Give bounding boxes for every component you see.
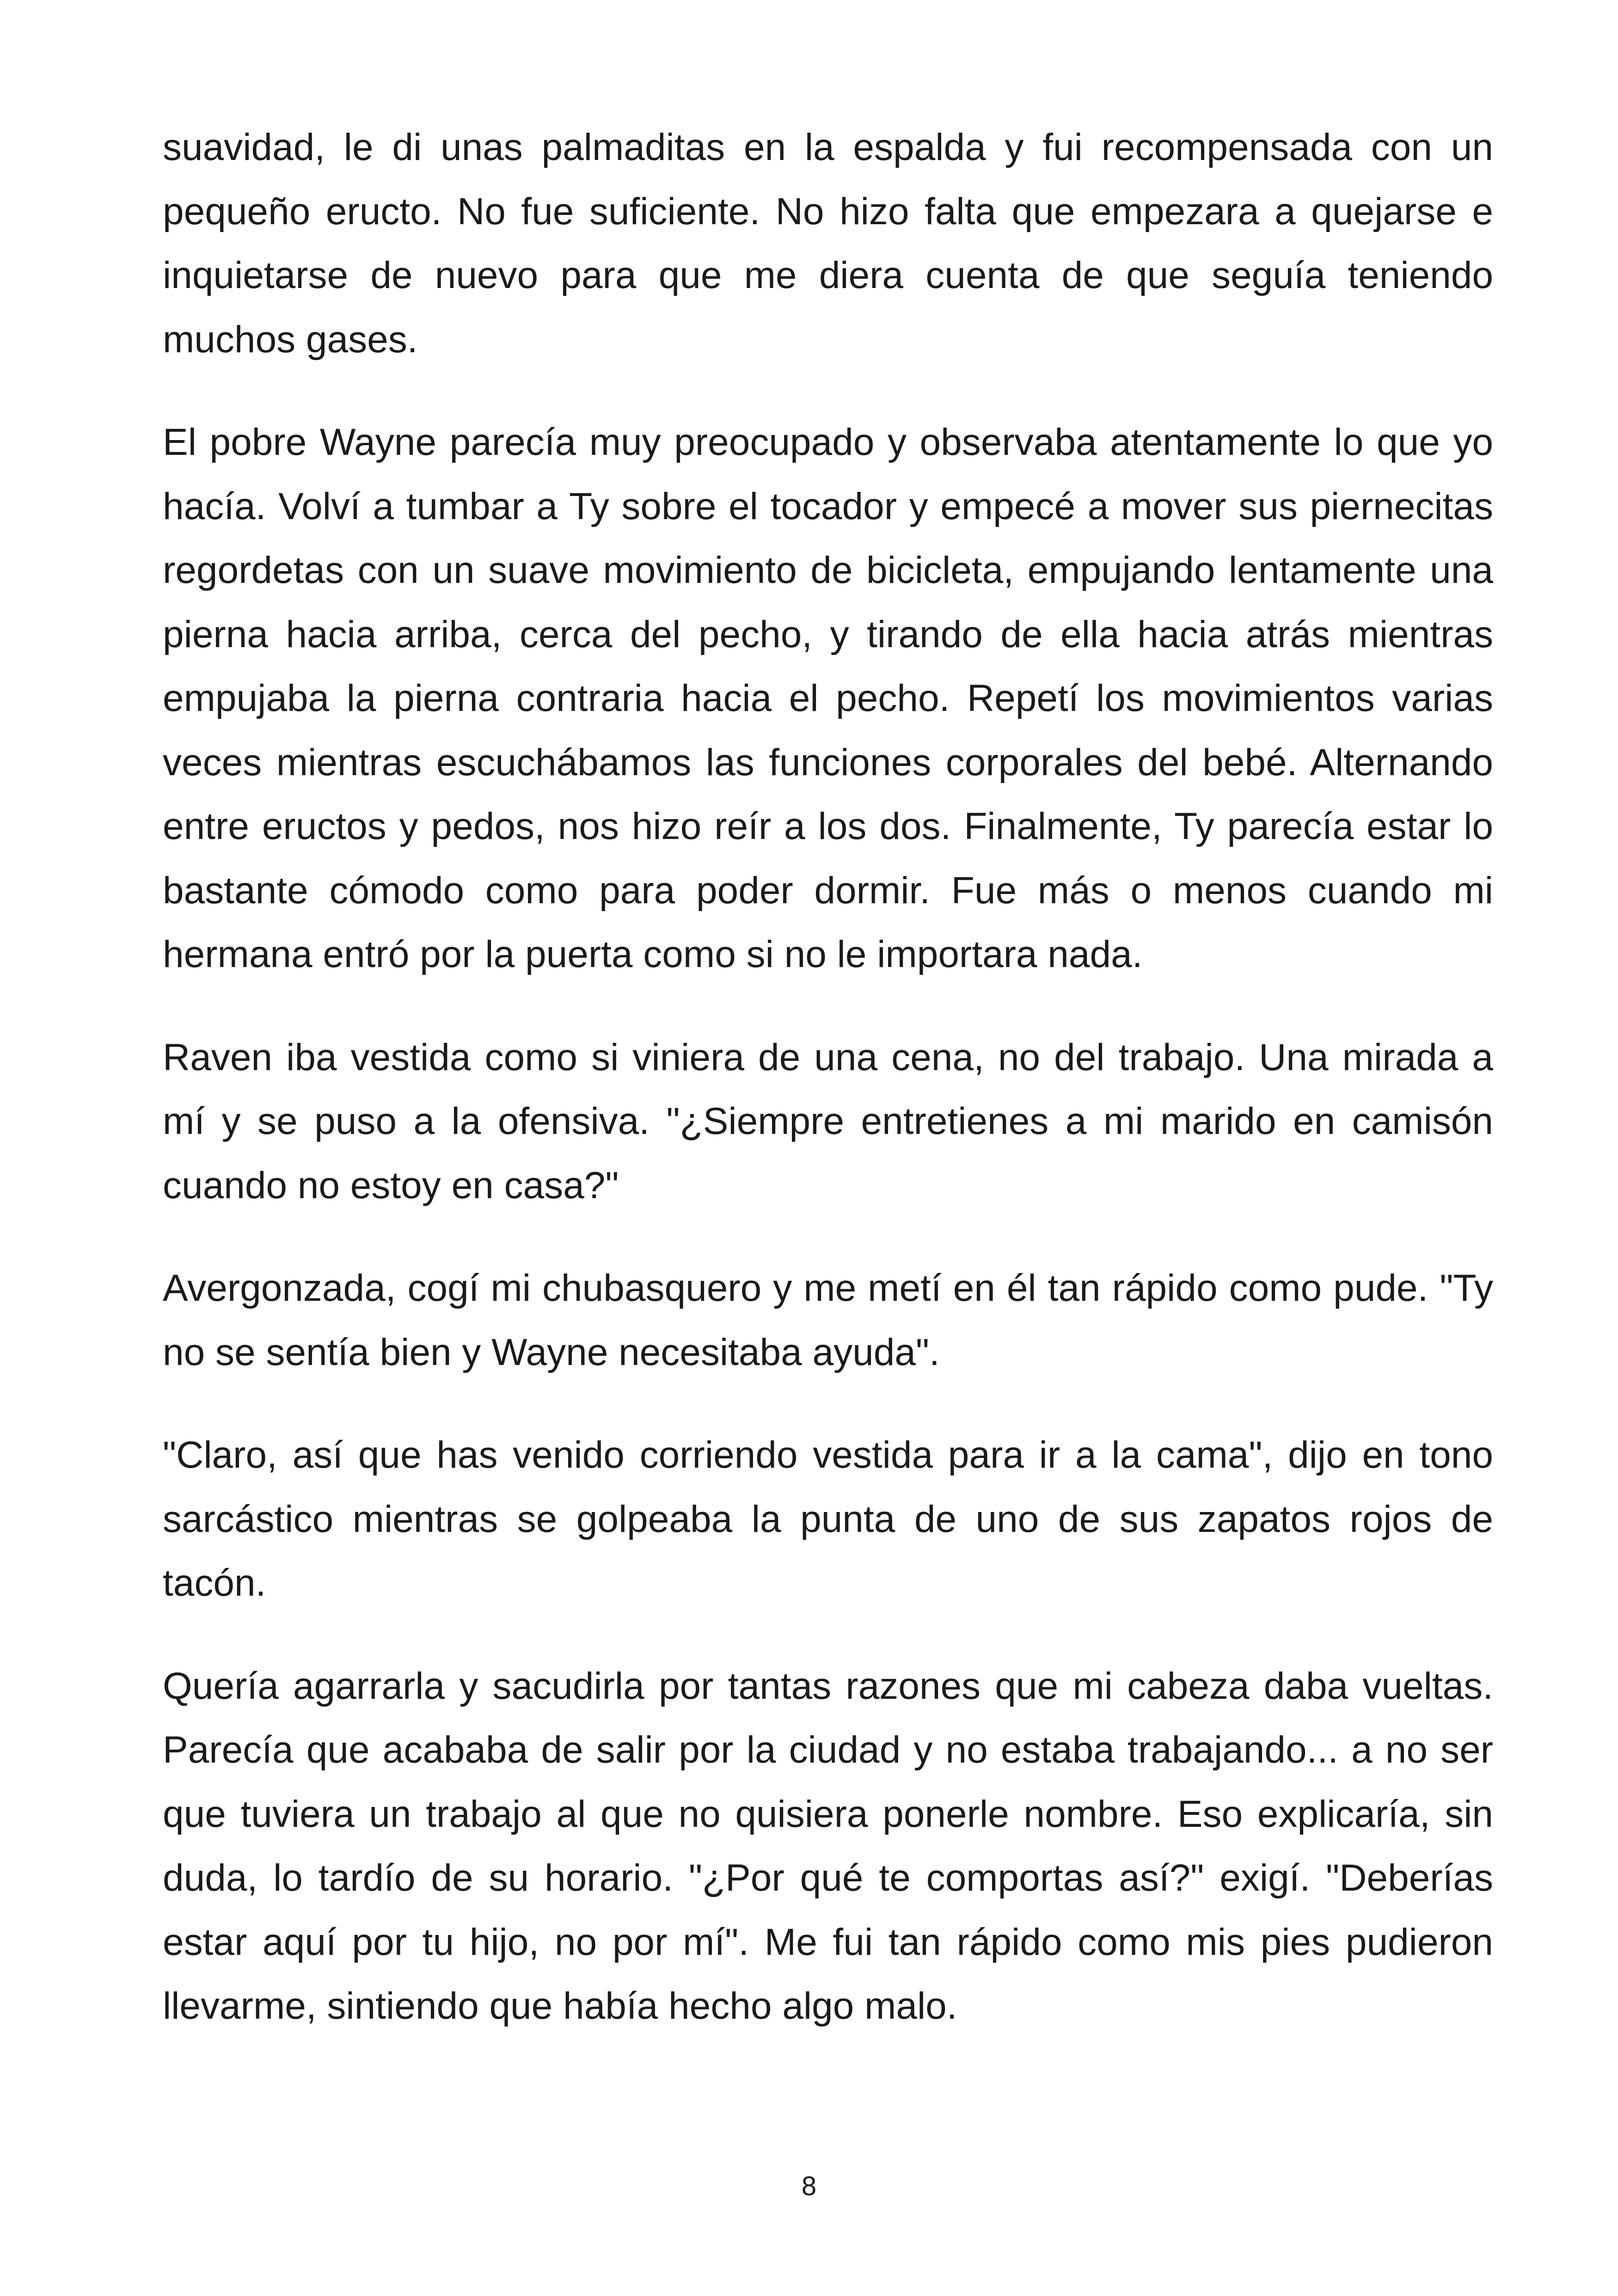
- paragraph: Quería agarrarla y sacudirla por tantas razones que mi cabeza daba vueltas. Parecía que acababa de salir por la ciudad y no estaba trabajando... a no ser que tuviera un trabajo al que no quisiera ponerle nombre. Eso explicaría, sin duda, lo tardío de su horario. "¿Por qué te comportas así?" exigí. "Deberías estar aquí por tu hijo, no por mí". Me fui tan rápido como mis pies pudieron llevarme, sintiendo que había hecho algo malo.: [163, 1665, 1493, 2027]
- paragraph: Avergonzada, cogí mi chubasquero y me metí en él tan rápido como pude. "Ty no se sentía bien y Wayne necesitaba ayuda".: [163, 1267, 1493, 1373]
- page-number: 8: [801, 2171, 817, 2201]
- paragraph: "Claro, así que has venido corriendo vestida para ir a la cama", dijo en tono sarcástico mientras se golpeaba la punta de uno de sus zapatos rojos de tacón.: [163, 1434, 1493, 1604]
- paragraph: Raven iba vestida como si viniera de una cena, no del trabajo. Una mirada a mí y se puso a la ofensiva. "¿Siempre entretienes a mi marido en camisón cuando no estoy en casa?": [163, 1036, 1493, 1206]
- paragraph: El pobre Wayne parecía muy preocupado y observaba atentamente lo que yo hacía. Volví a tumbar a Ty sobre el tocador y empecé a mover sus piernecitas regordetas con un suave movimiento de bicicleta, empujando lentamente una pierna hacia arriba, cerca del pecho, y tirando de ella hacia atrás mientras empujaba la pierna contraria hacia el pecho. Repetí los movimientos varias veces mientras escuchábamos las funciones corporales del bebé. Alternando entre eructos y pedos, nos hizo reír a los dos. Finalmente, Ty parecía estar lo bastante cómodo como para poder dormir. Fue más o menos cuando mi hermana entró por la puerta como si no le importara nada.: [163, 421, 1493, 975]
- body-text: [163, 116, 1493, 2039]
- paragraph: suavidad, le di unas palmaditas en la espalda y fui recompensada con un pequeño eructo. No fue suficiente. No hizo falta que empezara a quejarse e inquietarse de nuevo para que me diera cuenta de que seguía teniendo muchos gases.: [163, 126, 1493, 361]
